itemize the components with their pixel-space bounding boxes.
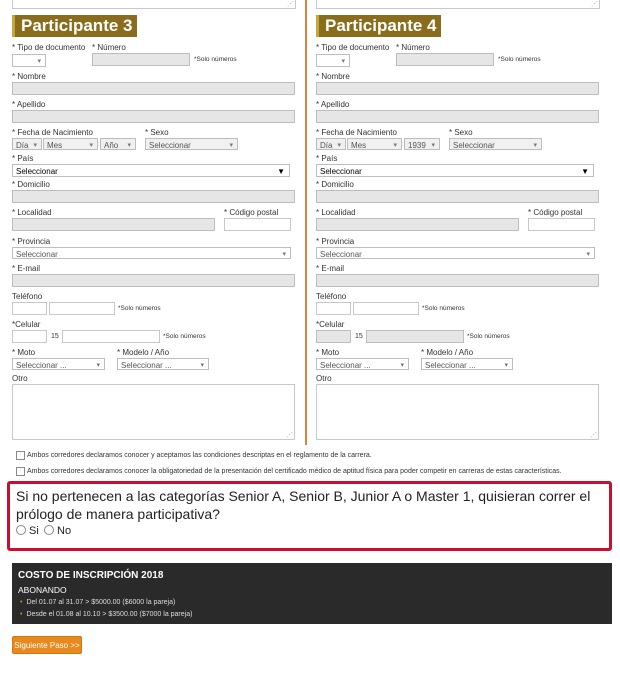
modelo-select[interactable]: Seleccionar ... ▾ bbox=[117, 358, 209, 370]
otro-textarea[interactable] bbox=[316, 384, 599, 440]
chevron-down-icon: ▾ bbox=[337, 142, 341, 149]
sexo-select[interactable]: Seleccionar ▾ bbox=[449, 138, 542, 150]
otro-label: Otro bbox=[316, 374, 332, 383]
solo-numeros-note: *Solo números bbox=[422, 305, 465, 312]
tipo-documento-select[interactable] bbox=[12, 54, 46, 67]
apellido-label: * Apellido bbox=[12, 100, 46, 109]
otro-label: Otro bbox=[12, 374, 28, 383]
provincia-select[interactable]: Seleccionar ▾ bbox=[12, 247, 291, 259]
participant-3-title: Participante 3 bbox=[12, 15, 137, 37]
chevron-down-icon: ▾ bbox=[37, 58, 41, 65]
mes-select[interactable]: Mes ▾ bbox=[43, 138, 98, 150]
chevron-down-icon: ▾ bbox=[200, 362, 204, 369]
codigo-postal-label: * Código postal bbox=[528, 208, 583, 217]
top-textarea-left[interactable] bbox=[12, 0, 296, 9]
participant-4-title: Participante 4 bbox=[316, 15, 441, 37]
modelo-label: * Modelo / Año bbox=[421, 348, 474, 357]
bullet-icon: • bbox=[20, 599, 23, 606]
celular-label: *Celular bbox=[12, 320, 41, 329]
tipo-documento-select[interactable] bbox=[316, 54, 350, 67]
reglamento-checkbox[interactable] bbox=[16, 451, 25, 460]
solo-numeros-note: *Solo números bbox=[118, 305, 161, 312]
tipo-documento-label: * Tipo de documento bbox=[12, 43, 86, 52]
localidad-input[interactable] bbox=[12, 218, 215, 231]
prologo-question-text: Si no pertenecen a las categorías Senior A, Senior B, Junior A o Master 1, quisieran correr el prólogo de manera participativa? bbox=[16, 488, 591, 522]
nombre-label: * Nombre bbox=[12, 72, 46, 81]
costo-subtitle: ABONANDO bbox=[18, 585, 67, 595]
prologo-question-box bbox=[7, 481, 612, 551]
numero-input[interactable] bbox=[396, 53, 494, 66]
costo-title: COSTO DE INSCRIPCIÓN 2018 bbox=[18, 570, 164, 581]
dia-select[interactable]: Día ▾ bbox=[12, 138, 42, 150]
nombre-input[interactable] bbox=[12, 82, 295, 95]
telefono-label: Teléfono bbox=[12, 292, 43, 301]
top-textarea-right[interactable] bbox=[316, 0, 600, 9]
chevron-down-icon: ▼ bbox=[581, 167, 589, 176]
chevron-down-icon: ▼ bbox=[277, 167, 285, 176]
fecha-nacimiento-label: * Fecha de Nacimiento bbox=[12, 128, 93, 137]
bullet-icon: • bbox=[20, 611, 23, 618]
celular-prefix: 15 bbox=[51, 333, 59, 340]
numero-input[interactable] bbox=[92, 53, 190, 66]
moto-select[interactable]: Seleccionar ... ▾ bbox=[316, 358, 409, 370]
mes-select[interactable]: Mes ▾ bbox=[347, 138, 402, 150]
telefono-label: Teléfono bbox=[316, 292, 347, 301]
solo-numeros-note: *Solo números bbox=[467, 333, 510, 340]
certificado-checkbox-label: Ambos corredores declaramos conocer la obligatoriedad de la presentación del certificado médico de aptitud física para poder competir en carreras de estas características. bbox=[27, 468, 562, 475]
costo-item: • Desde el 01.08 al 10.10 > $3500.00 ($7000 la pareja) bbox=[20, 611, 193, 618]
pais-label: * País bbox=[316, 154, 338, 163]
localidad-input[interactable] bbox=[316, 218, 519, 231]
codigo-postal-label: * Código postal bbox=[224, 208, 279, 217]
chevron-down-icon: ▾ bbox=[229, 142, 233, 149]
resize-grip-icon[interactable]: ⋰ bbox=[591, 1, 598, 8]
telefono-numero-input[interactable] bbox=[49, 302, 115, 315]
celular-area-input[interactable] bbox=[316, 330, 351, 343]
certificado-checkbox[interactable] bbox=[16, 467, 25, 476]
chevron-down-icon: ▾ bbox=[341, 58, 345, 65]
nombre-label: * Nombre bbox=[316, 72, 350, 81]
provincia-label: * Provincia bbox=[12, 237, 51, 246]
chevron-down-icon: ▾ bbox=[533, 142, 537, 149]
localidad-label: * Localidad bbox=[12, 208, 52, 217]
costo-inscripcion-panel bbox=[12, 563, 612, 624]
anio-select[interactable]: 1939 ▾ bbox=[404, 138, 440, 150]
chevron-down-icon: ▾ bbox=[127, 142, 131, 149]
solo-numeros-note: *Solo números bbox=[498, 56, 541, 63]
nombre-input[interactable] bbox=[316, 82, 599, 95]
resize-grip-icon[interactable]: ⋰ bbox=[590, 432, 597, 439]
domicilio-input[interactable] bbox=[12, 190, 295, 203]
celular-numero-input[interactable] bbox=[366, 330, 464, 343]
email-label: * E-mail bbox=[12, 264, 41, 273]
chevron-down-icon: ▾ bbox=[33, 142, 37, 149]
celular-numero-input[interactable] bbox=[62, 330, 160, 343]
localidad-label: * Localidad bbox=[316, 208, 356, 217]
chevron-down-icon: ▾ bbox=[431, 142, 435, 149]
numero-label: * Número bbox=[92, 43, 126, 52]
domicilio-label: * Domicilio bbox=[12, 180, 50, 189]
email-label: * E-mail bbox=[316, 264, 345, 273]
siguiente-paso-button[interactable]: Siguiente Paso >> bbox=[12, 636, 82, 654]
sexo-select[interactable]: Seleccionar ▾ bbox=[145, 138, 238, 150]
sexo-label: * Sexo bbox=[145, 128, 169, 137]
codigo-postal-input[interactable] bbox=[528, 218, 595, 231]
email-input[interactable] bbox=[316, 274, 599, 287]
chevron-down-icon: ▾ bbox=[400, 362, 404, 369]
dia-select[interactable]: Día ▾ bbox=[316, 138, 346, 150]
modelo-select[interactable]: Seleccionar ... ▾ bbox=[421, 358, 513, 370]
solo-numeros-note: *Solo números bbox=[163, 333, 206, 340]
apellido-label: * Apellido bbox=[316, 100, 350, 109]
moto-select[interactable]: Seleccionar ... ▾ bbox=[12, 358, 105, 370]
celular-label: *Celular bbox=[316, 320, 345, 329]
costo-item: • Del 01.07 al 31.07 > $5000.00 ($6000 la pareja) bbox=[20, 599, 176, 606]
no-radio-label: No bbox=[57, 525, 72, 537]
no-radio[interactable] bbox=[44, 525, 54, 535]
resize-grip-icon[interactable]: ⋰ bbox=[286, 432, 293, 439]
telefono-numero-input[interactable] bbox=[353, 302, 419, 315]
chevron-down-icon: ▾ bbox=[393, 142, 397, 149]
moto-label: * Moto bbox=[316, 348, 340, 357]
pais-select[interactable]: Seleccionar ▼ bbox=[12, 164, 290, 177]
moto-label: * Moto bbox=[12, 348, 36, 357]
chevron-down-icon: ▾ bbox=[96, 362, 100, 369]
yes-radio-label: Si bbox=[29, 525, 39, 537]
chevron-down-icon: ▾ bbox=[282, 251, 286, 258]
anio-select[interactable]: Año ▾ bbox=[100, 138, 136, 150]
email-input[interactable] bbox=[12, 274, 295, 287]
tipo-documento-label: * Tipo de documento bbox=[316, 43, 390, 52]
reglamento-checkbox-label: Ambos corredores declaramos conocer y aceptamos las condiciones descriptas en el reglamento de la carrera. bbox=[27, 452, 372, 459]
fecha-nacimiento-label: * Fecha de Nacimiento bbox=[316, 128, 397, 137]
telefono-area-input[interactable] bbox=[12, 302, 47, 315]
chevron-down-icon: ▾ bbox=[89, 142, 93, 149]
chevron-down-icon: ▾ bbox=[586, 251, 590, 258]
modelo-label: * Modelo / Año bbox=[117, 348, 170, 357]
pais-label: * País bbox=[12, 154, 34, 163]
telefono-area-input[interactable] bbox=[316, 302, 351, 315]
column-divider bbox=[305, 0, 307, 445]
domicilio-label: * Domicilio bbox=[316, 180, 354, 189]
pais-select[interactable]: Seleccionar ▼ bbox=[316, 164, 594, 177]
apellido-input[interactable] bbox=[12, 110, 295, 123]
apellido-input[interactable] bbox=[316, 110, 599, 123]
otro-textarea[interactable] bbox=[12, 384, 295, 440]
codigo-postal-input[interactable] bbox=[224, 218, 291, 231]
provincia-select[interactable]: Seleccionar ▾ bbox=[316, 247, 595, 259]
provincia-label: * Provincia bbox=[316, 237, 355, 246]
domicilio-input[interactable] bbox=[316, 190, 599, 203]
celular-prefix: 15 bbox=[355, 333, 363, 340]
resize-grip-icon[interactable]: ⋰ bbox=[287, 1, 294, 8]
celular-area-input[interactable] bbox=[12, 330, 47, 343]
sexo-label: * Sexo bbox=[449, 128, 473, 137]
chevron-down-icon: ▾ bbox=[504, 362, 508, 369]
yes-radio[interactable] bbox=[16, 525, 26, 535]
solo-numeros-note: *Solo números bbox=[194, 56, 237, 63]
numero-label: * Número bbox=[396, 43, 430, 52]
